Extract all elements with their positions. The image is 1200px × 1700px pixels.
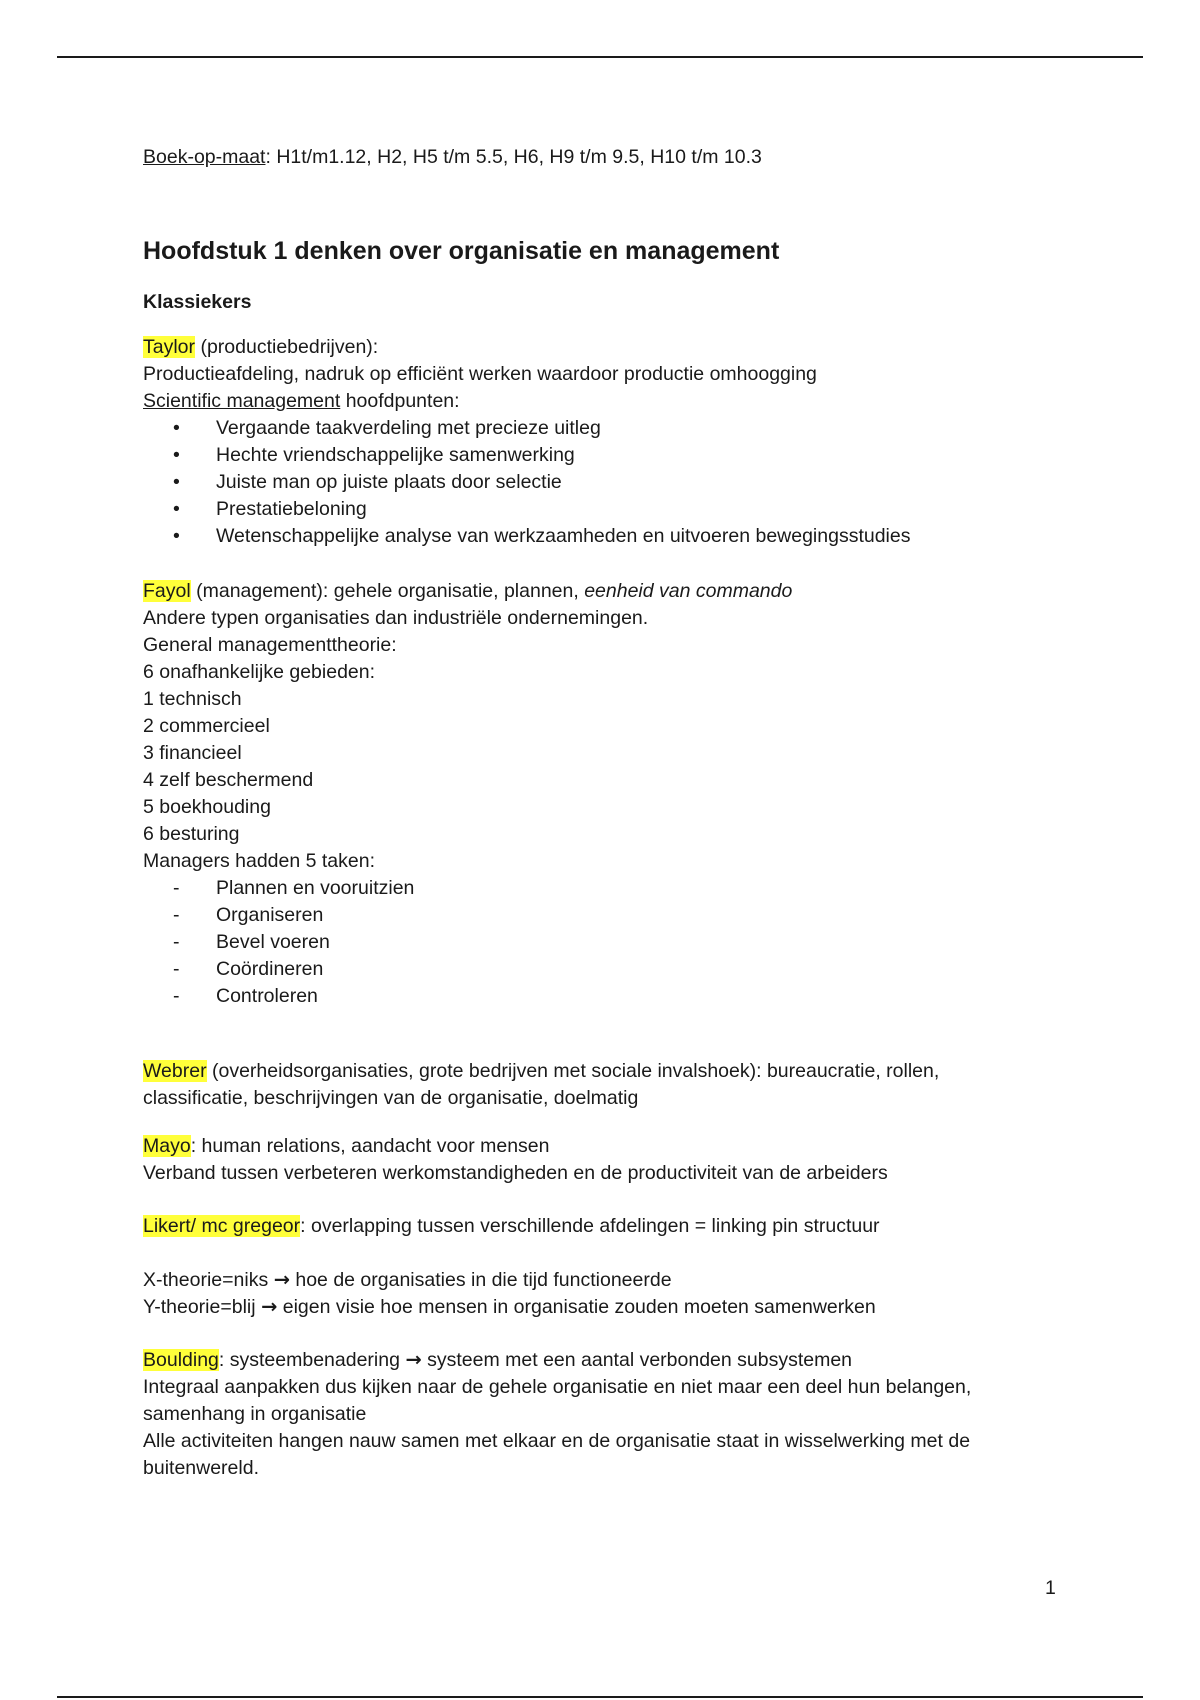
list-item: Controleren — [216, 985, 318, 1007]
fayol-heading: Fayol (management): gehele organisatie, plannen, eenheid van commando — [143, 580, 793, 602]
bullet-icon: • — [173, 525, 180, 547]
top-rule — [57, 56, 1143, 58]
chapter-title: Hoofdstuk 1 denken over organisatie en management — [143, 237, 780, 265]
bullet-icon: • — [173, 471, 180, 493]
y-theory-line: Y-theorie=blij → eigen visie hoe mensen in organisatie zouden moeten samenwerken — [143, 1295, 876, 1318]
list-item: Bevel voeren — [216, 931, 330, 953]
x-theory-line: X-theorie=niks → hoe de organisaties in die tijd functioneerde — [143, 1268, 672, 1291]
fayol-name: Fayol — [143, 580, 191, 602]
taylor-name: Taylor — [143, 336, 196, 358]
header-meta — [143, 144, 762, 170]
webrer-line: classificatie, beschrijvingen van de organisatie, doelmatig — [143, 1087, 639, 1109]
dash-icon: - — [173, 985, 180, 1007]
list-item: Plannen en vooruitzien — [216, 877, 415, 899]
dash-icon: - — [173, 904, 180, 926]
boulding-line: buitenwereld. — [143, 1457, 259, 1479]
boulding-line: Integraal aanpakken dus kijken naar de gehele organisatie en niet maar een deel hun belangen, — [143, 1376, 972, 1398]
mayo-line: Verband tussen verbeteren werkomstandigheden en de productiviteit van de arbeiders — [143, 1162, 888, 1184]
mayo-name: Mayo — [143, 1135, 191, 1157]
fayol-line: 2 commercieel — [143, 715, 270, 737]
list-item: Hechte vriendschappelijke samenwerking — [216, 444, 575, 466]
webrer-name: Webrer — [143, 1060, 207, 1082]
list-item: Organiseren — [216, 904, 324, 926]
dash-icon: - — [173, 958, 180, 980]
boek-op-maat-text: : H1t/m1.12, H2, H5 t/m 5.5, H6, H9 t/m 9.5, H10 t/m 10.3 — [265, 146, 762, 168]
boulding-heading: Boulding: systeembenadering → systeem met een aantal verbonden subsystemen — [143, 1348, 853, 1371]
fayol-line: 1 technisch — [143, 688, 242, 710]
arrow-right-icon: → — [273, 1268, 290, 1291]
likert-heading: Likert/ mc gregeor: overlapping tussen verschillende afdelingen = linking pin structuur — [143, 1215, 880, 1237]
scientific-management-line: Scientific management hoofdpunten: — [143, 390, 460, 412]
list-item: Prestatiebeloning — [216, 498, 367, 520]
arrow-right-icon: → — [260, 1295, 278, 1318]
dash-icon: - — [173, 877, 180, 899]
arrow-right-icon: → — [405, 1348, 422, 1371]
fayol-line: Managers hadden 5 taken: — [143, 850, 376, 872]
section-title: Klassiekers — [143, 291, 252, 313]
boek-op-maat-label: Boek-op-maat — [143, 146, 266, 168]
fayol-line: 5 boekhouding — [143, 796, 271, 818]
boulding-line: Alle activiteiten hangen nauw samen met elkaar en de organisatie staat in wisselwerking met de — [143, 1430, 971, 1452]
fayol-line: Andere typen organisaties dan industriële ondernemingen. — [143, 607, 649, 629]
list-item: Coördineren — [216, 958, 324, 980]
fayol-line: General managementtheorie: — [143, 634, 397, 656]
bullet-icon: • — [173, 417, 180, 439]
bottom-rule — [57, 1696, 1143, 1698]
fayol-line: 3 financieel — [143, 742, 242, 764]
dash-icon: - — [173, 931, 180, 953]
webrer-heading: Webrer (overheidsorganisaties, grote bedrijven met sociale invalshoek): bureaucratie, rollen, — [143, 1060, 940, 1082]
list-item: Juiste man op juiste plaats door selectie — [216, 471, 562, 493]
boulding-line: samenhang in organisatie — [143, 1403, 367, 1425]
boulding-name: Boulding — [143, 1349, 219, 1371]
taylor-heading: Taylor (productiebedrijven): — [143, 336, 379, 358]
bullet-icon: • — [173, 498, 180, 520]
list-item: Wetenschappelijke analyse van werkzaamheden en uitvoeren bewegingsstudies — [216, 525, 911, 547]
bullet-icon: • — [173, 444, 180, 466]
likert-name: Likert/ mc gregeor — [143, 1215, 301, 1237]
fayol-line: 4 zelf beschermend — [143, 769, 314, 791]
list-item: Vergaande taakverdeling met precieze uitleg — [216, 417, 601, 439]
taylor-line: Productieafdeling, nadruk op efficiënt werken waardoor productie omhoogging — [143, 363, 817, 385]
fayol-line: 6 onafhankelijke gebieden: — [143, 661, 376, 683]
page-number: 1 — [1045, 1577, 1056, 1599]
fayol-line: 6 besturing — [143, 823, 240, 845]
mayo-heading: Mayo: human relations, aandacht voor mensen — [143, 1135, 550, 1157]
